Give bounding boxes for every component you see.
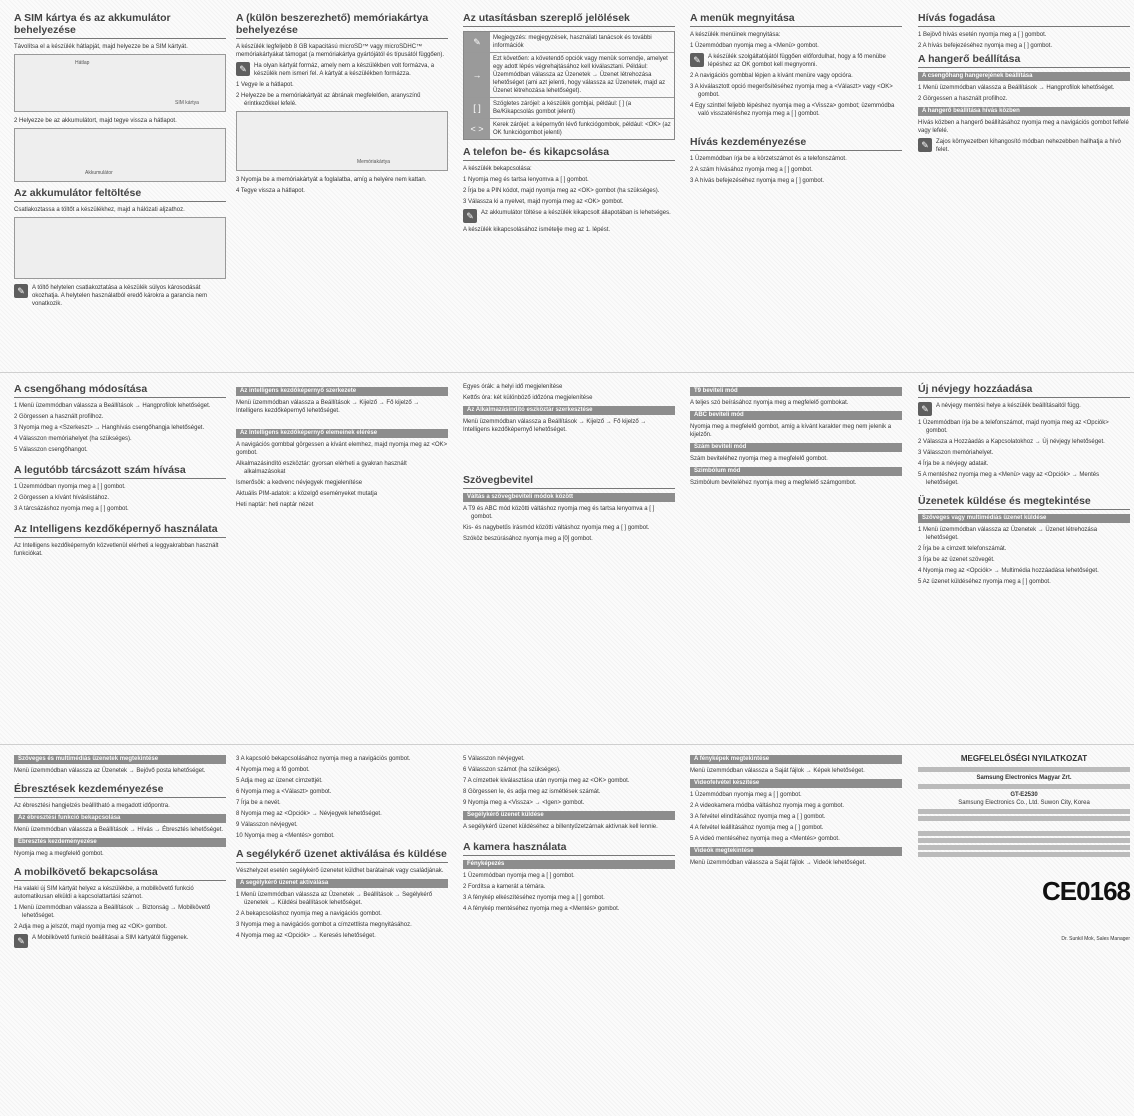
step: 9 Válasszon névjegyet.: [236, 822, 298, 828]
subheading: ABC beviteli mód: [690, 411, 902, 420]
table-cell: Megjegyzés: megjegyzések, használati tanácsok és további információk: [493, 35, 652, 49]
subheading: A fényképek megtekintése: [690, 755, 902, 764]
panel-alarm-tracker: [14, 755, 226, 951]
note-text: A készülék szolgáltatójától függően előfordulhat, hogy a fő menübe lépéshez az OK gombot kell megnyomni.: [708, 54, 886, 68]
subheading: A segélykérő üzenet aktiválása: [236, 879, 448, 888]
heading-power: A telefon be- és kikapcsolása: [463, 146, 675, 161]
step: 3 Válasszon memóriahelyet.: [918, 450, 994, 456]
text-power-off: A készülék kikapcsolásához ismételje meg az 1. lépést.: [463, 227, 611, 233]
step: 5 A videó mentéséhez nyomja meg a <Mentés> gombot.: [690, 836, 840, 842]
icon-legend-table: [463, 31, 675, 140]
note-icon: ✎: [14, 284, 28, 298]
step: 4 Nyomja meg a fő gombot.: [236, 767, 310, 773]
subheading: Videók megtekintése: [690, 847, 902, 856]
step: 2 Görgessen a kívánt híváslistához.: [14, 495, 110, 501]
step: 5 A mentéshez nyomja meg a <Menü> vagy az <Opciók> → Mentés lehetőséget.: [918, 472, 1100, 486]
panel-icons: [463, 12, 675, 237]
subheading: A csengőhang hangerejének beállítása: [918, 72, 1130, 81]
table-cell: Kerek zárójel: a képernyőn lévő funkciógombok, például: <OK> (az OK funkciógombot jelenti): [493, 122, 671, 136]
panel-sos: [236, 755, 448, 943]
fold-line: [0, 744, 1134, 745]
note: [463, 209, 675, 223]
note-text: A Mobilkövető funkció beállításai a SIM kártyától függenek.: [32, 935, 189, 941]
text-power: A készülék bekapcsolása:: [463, 166, 532, 172]
note: [690, 53, 902, 69]
step: 2 Görgessen a használt profilhoz.: [14, 414, 104, 420]
step: 6 Válasszon számot (ha szükséges).: [463, 767, 561, 773]
step: 1 Üzemmódban nyomja meg a [ ] gombot.: [690, 792, 802, 798]
signatory: Dr. Sunkil Mok, Sales Manager: [1061, 936, 1130, 942]
subheading: T9 beviteli mód: [690, 387, 902, 396]
heading-camera: A kamera használata: [463, 841, 675, 856]
standards-table: [918, 838, 1130, 843]
standards-table: [918, 845, 1130, 850]
label-battery: Akkumulátor: [85, 170, 113, 176]
step: 3 Írja be az üzenet szövegét.: [918, 557, 995, 563]
heading-answer: Hívás fogadása: [918, 12, 1130, 27]
text-sim: Távolítsa el a készülék hátlapját, majd helyezze be a SIM kártyát.: [14, 44, 188, 50]
step: 3 A felvétel elindításához nyomja meg a [ ] gombot.: [690, 814, 826, 820]
subheading: Az Intelligens kezdőképernyő elemeinek elérése: [236, 429, 448, 438]
note-text: A névjegy mentési helye a készülék beállításaitól függ.: [936, 403, 1081, 409]
step: 7 A címzettek kiválasztása után nyomja meg az <OK> gombot.: [463, 778, 630, 784]
arrow-icon: →: [464, 53, 490, 97]
model-code: GT-E2530: [1010, 792, 1038, 798]
subheading: Az intelligens kezdőképernyő szerkezete: [236, 387, 448, 396]
battery-illustration: [14, 128, 226, 182]
step: 2 Írja be a címzett telefonszámát.: [918, 546, 1007, 552]
panel-smart-home: [236, 383, 448, 512]
list-item: Kis- és nagybetűs írásmód közötti váltáshoz nyomja meg a [ ] gombot.: [463, 525, 650, 531]
fine-print: [918, 767, 1130, 772]
step: 6 Nyomja meg a <Választ> gombot.: [236, 789, 332, 795]
step: 3 A tárcsázáshoz nyomja meg a [ ] gombot.: [14, 506, 129, 512]
note-text: Az akkumulátor töltése a készülék kikapcsolt állapotában is lehetséges.: [481, 210, 671, 216]
text: Ha valaki új SIM kártyát helyez a készülékbe, a mobilkövető funkció automatikusan elküldi a kapcsolattartási számot.: [14, 886, 194, 900]
step: 1 Üzemmódban írja be a körzetszámot és a telefonszámot.: [690, 156, 847, 162]
step: 3 Válassza ki a nyelvet, majd nyomja meg az <OK> gombot.: [463, 199, 624, 205]
heading-icons: Az utasításban szereplő jelölések: [463, 12, 675, 27]
text: Menü üzemmódban válassza a Beállítások → Kijelző → Fő kijelző → Intelligens kezdőképernyő lehetőséget.: [236, 400, 420, 414]
list-item: Heti naptár: heti naptár nézet: [236, 502, 314, 508]
panel-declaration: [918, 755, 1130, 943]
step: 5 Az üzenet küldéséhez nyomja meg a [ ] gombot.: [918, 579, 1051, 585]
panel-contacts-messages: [918, 383, 1130, 589]
subheading: Az ébresztési funkció bekapcsolása: [14, 814, 226, 823]
note: [236, 62, 448, 78]
step: 1 Vegye le a hátlapot.: [236, 82, 294, 88]
text: Menü üzemmódban válassza a Beállítások → Kijelző → Fő kijelző → Intelligens kezdőképernyő lehetőséget.: [463, 419, 647, 433]
text: A segélykérő üzenet küldéséhez a billentyűzetzárnak aktívnak kell lennie.: [463, 824, 658, 830]
text-menu: A készülék menüinek megnyitása:: [690, 32, 781, 38]
step: 4 A fénykép mentéséhez nyomja meg a <Mentés> gombot.: [463, 906, 620, 912]
heading-memory: A (külön beszerezhető) memóriakártya behelyezése: [236, 12, 448, 39]
text: Menü üzemmódban válassza a Saját fájlok → Képek lehetőséget.: [690, 768, 865, 774]
panel-answer-volume: [918, 12, 1130, 157]
step: 1 Menü üzemmódban válassza a Beállítások → Hangprofilok lehetőséget.: [14, 403, 211, 409]
step: 1 Menü üzemmódban válassza az Üzenetek → Üzenet létrehozása lehetőséget.: [918, 527, 1098, 541]
step: 2 Válassza a Hozzáadás a Kapcsolatokhoz → Új névjegy lehetőséget.: [918, 439, 1105, 445]
step: 4 Válasszon memóriahelyet (ha szükséges).: [14, 436, 132, 442]
step: 2 Görgessen a használt profilhoz.: [918, 96, 1008, 102]
text-charge: Csatlakoztassa a töltőt a készülékhez, majd a hálózati aljzathoz.: [14, 207, 185, 213]
panel-memory-card: [236, 12, 448, 198]
step: 2 Írja be a PIN kódot, majd nyomja meg az <OK> gombot (ha szükséges).: [463, 188, 660, 194]
subheading: Videofelvétel készítése: [690, 779, 902, 788]
step: 4 Nyomja meg az <Opciók> → Keresés lehetőséget.: [236, 933, 376, 939]
text: Vészhelyzet esetén segélykérő üzenetet küldhet barátainak vagy családjának.: [236, 868, 444, 874]
step: 1 Bejövő hívás esetén nyomja meg a [ ] gombot.: [918, 32, 1047, 38]
subheading: Váltás a szövegbeviteli módok között: [463, 493, 675, 502]
step: 1 Menü üzemmódban válassza a Beállítások → Hangprofilok lehetőséget.: [918, 85, 1115, 91]
panel-ringtone: [14, 383, 226, 561]
step: 4 A felvétel leállításához nyomja meg a [ ] gombot.: [690, 825, 824, 831]
list-item: Aktuális PIM-adatok: a közelgő eseményeket mutatja: [236, 491, 378, 497]
step: 2 A videokamera módba váltáshoz nyomja meg a gombot.: [690, 803, 845, 809]
step: 10 Nyomja meg a <Mentés> gombot.: [236, 833, 335, 839]
list-item: Egyes órák: a helyi idő megjelenítése: [463, 384, 563, 390]
step: 3 A kiválasztott opció megerősítéséhez nyomja meg a <Választ> vagy <OK> gombot.: [690, 84, 893, 98]
step: 2 Helyezze be a memóriakártyát az ábrának megfelelően, aranyszínű érintkezőkkel lefelé.: [236, 93, 421, 107]
text: Menü üzemmódban válassza az Üzenetek → Bejövő posta lehetőséget.: [14, 768, 206, 774]
declaration-title: MEGFELELŐSÉGI NYILATKOZAT: [960, 754, 1088, 763]
text: A teljes szó beírásához nyomja meg a megfelelő gombokat.: [690, 400, 849, 406]
list-item: Kettős óra: két különböző időzóna megjelenítése: [463, 395, 593, 401]
manufacturer-address: Samsung Electronics Co., Ltd. Suwon City, Korea: [958, 800, 1090, 806]
text: A navigációs gombbal görgessen a kívánt elemhez, majd nyomja meg az <OK> gombot.: [236, 442, 448, 456]
step: 5 Adja meg az üzenet címzettjét.: [236, 778, 323, 784]
text: Nyomja meg a megfelelő gombot, amíg a kívánt karakter meg nem jelenik a kijelzőn.: [690, 424, 892, 438]
text: Szimbólum beviteléhez nyomja meg a megfelelő számgombot.: [690, 480, 857, 486]
text-volume: Hívás közben a hangerő beállításához nyomja meg a navigációs gombot felfelé vagy lefelé.: [918, 120, 1129, 134]
table-cell: Ezt követően: a követendő opciók vagy menük sorrendje, amelyet egy adott lépés végrehajtásához kell kiválasztani. Például: Üzemmódban válassza az Üzenetek → Üzenet létrehozása lehetőséget (ami azt jelenti, hogy válassza az Üzenetek, majd az Üzenet létrehozása lehetőséget).: [493, 56, 668, 94]
subheading: Szimbólum mód: [690, 467, 902, 476]
panel-input-modes: [690, 383, 902, 490]
step: 8 Görgessen le, és adja meg az ismétlések számát.: [463, 789, 601, 795]
panel-sim-battery: [14, 12, 226, 311]
heading-messages: Üzenetek küldése és megtekintése: [918, 495, 1130, 510]
step: 1 Nyomja meg és tartsa lenyomva a [ ] gombot.: [463, 177, 589, 183]
heading-sim: A SIM kártya és az akkumulátor behelyezése: [14, 12, 226, 39]
step: 1 Üzemmódban írja be a telefonszámot, majd nyomja meg az <Opciók> gombot.: [918, 420, 1109, 434]
heading-last-number: A legutóbb tárcsázott szám hívása: [14, 464, 226, 479]
step: 2 A bekapcsoláshoz nyomja meg a navigációs gombot.: [236, 911, 382, 917]
heading-text-input: Szövegbevitel: [463, 474, 675, 489]
step-battery: 2 Helyezze be az akkumulátort, majd tegye vissza a hátlapot.: [14, 118, 177, 124]
step: 3 Nyomja meg a navigációs gombot a címzettlista megnyitásához.: [236, 922, 412, 928]
step: 4 Írja be a névjegy adatait.: [918, 461, 989, 467]
step: 1 Üzemmódban nyomja meg a <Menü> gombot.: [690, 43, 819, 49]
fine-print: [918, 809, 1130, 814]
standards-table: [918, 831, 1130, 836]
subheading: Szöveges vagy multimédiás üzenet küldése: [918, 514, 1130, 523]
ce-mark: CE0168: [1042, 876, 1130, 906]
memory-card-illustration: [236, 111, 448, 171]
step: 2 A hívás befejezéséhez nyomja meg a [ ] gombot.: [918, 43, 1053, 49]
step: 2 Adja meg a jelszót, majd nyomja meg az <OK> gombot.: [14, 924, 168, 930]
text-smart-home: Az Intelligens kezdőképernyőn közvetlenül elérheti a leggyakrabban használt funkciókat.: [14, 543, 219, 557]
subheading: Ébresztés kezdeményezése: [14, 838, 226, 847]
step: 4 Egy szinttel feljebb lépéshez nyomja meg a <Vissza> gombot; üzemmódba való visszatéréshez nyomja meg a [ ] gombot.: [690, 103, 895, 117]
step: 2 A navigációs gombbal lépjen a kívánt menüre vagy opcióra.: [690, 73, 853, 79]
phone-back-illustration: [14, 54, 226, 112]
fine-print: [918, 816, 1130, 821]
heading-menu: A menük megnyitása: [690, 12, 902, 27]
standards-table: [918, 852, 1130, 857]
step: 5 Válasszon névjegyet.: [463, 756, 525, 762]
text: Menü üzemmódban válassza a Saját fájlok → Videók lehetőséget.: [690, 860, 866, 866]
list-item: Szóköz beszúrásához nyomja meg a [0] gombot.: [463, 536, 593, 542]
step: 1 Üzemmódban nyomja meg a [ ] gombot.: [463, 873, 575, 879]
panel-photos-videos: [690, 755, 902, 870]
company-name: Samsung Electronics Magyar Zrt.: [976, 775, 1072, 781]
table-cell: Szögletes zárójel: a készülék gombjai, például: [ ] (a Be/Kikapcsolás gombot jelenti): [493, 101, 632, 115]
note-icon: ✎: [918, 402, 932, 416]
list-item: A T9 és ABC mód közötti váltáshoz nyomja meg és tartsa lenyomva a [ ] gombot.: [463, 506, 655, 520]
text: Szám beviteléhez nyomja meg a megfelelő gombot.: [690, 456, 828, 462]
label-back-cover: Hátlap: [75, 60, 90, 66]
note-icon: ✎: [14, 934, 28, 948]
step: 3 A hívás befejezéséhez nyomja meg a [ ] gombot.: [690, 178, 825, 184]
note-text: Zajos környezetben kihangosító módban nehezebben hallhatja a hívó felet.: [936, 139, 1121, 153]
step: 9 Nyomja meg a <Vissza> → <Igen> gombot.: [463, 800, 585, 806]
step: 7 Írja be a nevét.: [236, 800, 281, 806]
step: 3 Nyomja meg a <Szerkeszt> → Hanghívás csengőhangja lehetőséget.: [14, 425, 205, 431]
text-memory: A készülék legfeljebb 8 GB kapacitású microSD™ vagy microSDHC™ memóriakártyákat támogat (a memóriakártya gyártójától és típusától függően).: [236, 44, 445, 58]
heading-contact: Új névjegy hozzáadása: [918, 383, 1130, 398]
heading-tracker: A mobilkövető bekapcsolása: [14, 866, 226, 881]
note-icon: ✎: [463, 209, 477, 223]
heading-sos: A segélykérő üzenet aktiválása és küldése: [236, 848, 448, 863]
subheading: Segélykérő üzenet küldése: [463, 811, 675, 820]
table-row: [464, 119, 674, 139]
fold-line: [0, 372, 1134, 373]
panel-text-input: [463, 383, 675, 546]
note: [14, 284, 226, 308]
step: 4 Tegye vissza a hátlapot.: [236, 188, 305, 194]
heading-ringtone: A csengőhang módosítása: [14, 383, 226, 398]
subheading: A hangerő beállítása hívás közben: [918, 107, 1130, 116]
note-icon: ✎: [918, 138, 932, 152]
step: 3 A kapcsoló bekapcsolásához nyomja meg a navigációs gombot.: [236, 756, 411, 762]
label-memory-card: Memóriakártya: [357, 159, 391, 165]
step: 5 Válasszon csengőhangot.: [14, 447, 88, 453]
charger-illustration: [14, 217, 226, 279]
step: 1 Üzemmódban nyomja meg a [ ] gombot.: [14, 484, 126, 490]
step: 2 A szám hívásához nyomja meg a [ ] gombot.: [690, 167, 813, 173]
list-item: Ismerősök: a kedvenc névjegyek megjelenítése: [236, 480, 363, 486]
note-text: A töltő helytelen csatlakoztatása a készülék súlyos károsodását okozhatja. A helytelen használatból eredő károkra a garancia nem vonatkozik.: [32, 285, 208, 307]
heading-volume: A hangerő beállítása: [918, 53, 1130, 68]
list-item: Alkalmazásindító eszköztár: gyorsan elérheti a gyakran használt alkalmazásokat: [236, 461, 407, 475]
table-row: [464, 32, 674, 53]
panel-menu: [690, 12, 902, 188]
step: 1 Menü üzemmódban válassza a Beállítások → Biztonság → Mobilkövető lehetőséget.: [14, 905, 211, 919]
note: [918, 138, 1130, 154]
step: 3 Nyomja be a memóriakártyát a foglalatba, amíg a helyére nem kattan.: [236, 177, 427, 183]
step: 1 Menü üzemmódban válassza az Üzenetek → Beállítások → Segélykérő üzenetek → Küldési beállítások lehetőséget.: [236, 892, 433, 906]
subheading: Fényképezés: [463, 860, 675, 869]
panel-camera: [463, 755, 675, 916]
table-row: [464, 98, 674, 119]
round-bracket-icon: < >: [464, 119, 490, 139]
fine-print: [918, 784, 1130, 789]
heading-call: Hívás kezdeményezése: [690, 136, 902, 151]
note: [14, 934, 226, 948]
note-icon: ✎: [464, 32, 490, 52]
note-icon: ✎: [236, 62, 250, 76]
heading-alarm: Ébresztések kezdeményezése: [14, 783, 226, 798]
table-row: [464, 53, 674, 98]
note-text: Ha olyan kártyát formáz, amely nem a készülékben volt formázva, a készülék nem ismeri fel. A kártyát a készülékben formázza.: [254, 63, 435, 77]
step: 4 Nyomja meg az <Opciók> → Multimédia hozzáadása lehetőséget.: [918, 568, 1099, 574]
note: [918, 402, 1130, 416]
step: 2 Fordítsa a kamerát a témára.: [463, 884, 546, 890]
text: Az ébresztési hangjelzés beállítható a megadott időpontra.: [14, 803, 170, 809]
heading-smart-home: Az Intelligens kezdőképernyő használata: [14, 523, 226, 538]
square-bracket-icon: [ ]: [464, 98, 490, 118]
note-icon: ✎: [690, 53, 704, 67]
step: 8 Nyomja meg az <Opciók> → Névjegyek lehetőséget.: [236, 811, 382, 817]
text: Nyomja meg a megfelelő gombot.: [14, 851, 104, 857]
text: Menü üzemmódban válassza a Beállítások → Hívás → Ébresztés lehetőséget.: [14, 827, 224, 833]
heading-charge: Az akkumulátor feltöltése: [14, 187, 226, 202]
subheading: Szöveges és multimédiás üzenetek megtekintése: [14, 755, 226, 764]
subheading: Szám beviteli mód: [690, 443, 902, 452]
label-sim-card: SIM kártya: [175, 100, 199, 106]
subheading: Az Alkalmazásindító eszköztár szerkesztése: [463, 406, 675, 415]
step: 3 A fénykép elkészítéséhez nyomja meg a [ ] gombot.: [463, 895, 605, 901]
